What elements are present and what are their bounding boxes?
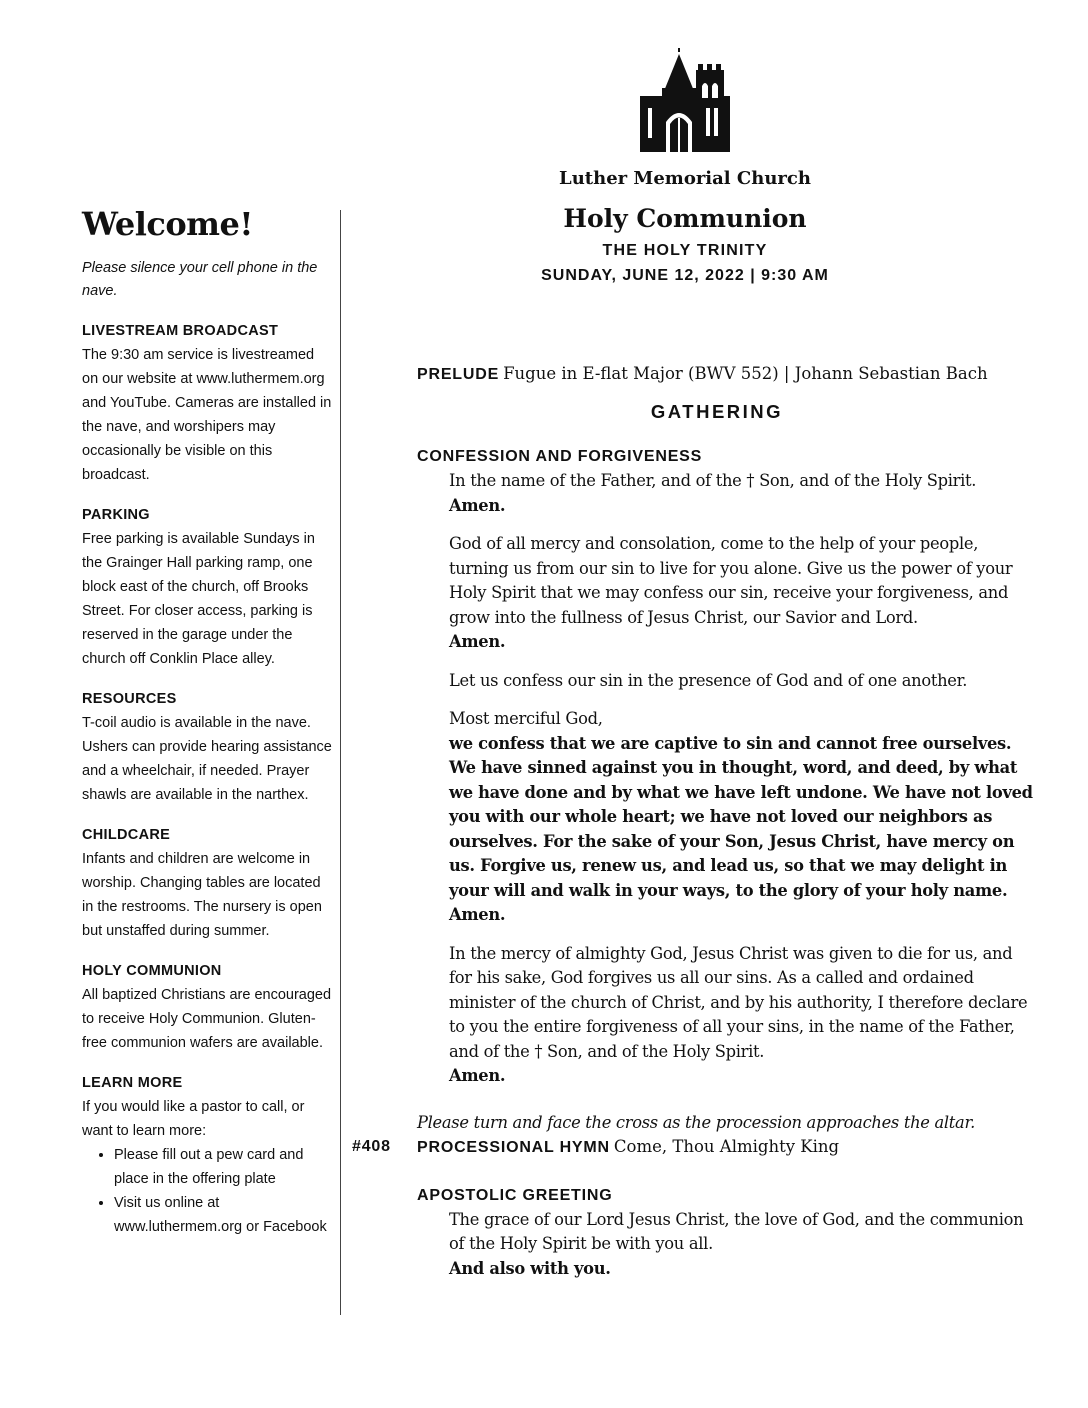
prelude-label: PRELUDE bbox=[417, 366, 500, 383]
parking-section bbox=[82, 503, 332, 671]
section-title-gathering: GATHERING bbox=[650, 401, 784, 422]
invocation-paragraph bbox=[449, 469, 1037, 518]
hymn-title: Come, Thou Almighty King bbox=[613, 1136, 840, 1156]
greeting-response: And also with you. bbox=[449, 1258, 611, 1278]
hymn-label: PROCESSIONAL HYMN bbox=[417, 1138, 610, 1156]
confession-heading: CONFESSION AND FORGIVENESS bbox=[417, 448, 703, 465]
invitation-paragraph bbox=[449, 669, 1037, 694]
silence-note: Please silence your cell phone in the nave. bbox=[82, 260, 318, 299]
section-body: Free parking is available Sundays in the Grainger Hall parking ramp, one block east of the church, off Brooks Street. For closer access, parking is reserved in the garage under the church off Conklin Place alley. bbox=[82, 531, 315, 667]
confession-opening: Most merciful God, bbox=[449, 709, 603, 728]
invocation-text: In the name of the Father, and of the † Son, and of the Holy Spirit. bbox=[449, 471, 977, 490]
prayer-text: God of all mercy and consolation, come to the help of your people, turning us from our sin to live for you alone. Give us the power of your Holy Spirit that we may confess our sin, receive your forgiveness, and grow into the fullness of Jesus Christ, our Savior and Lord. bbox=[449, 534, 1013, 627]
section-body: T-coil audio is available in the nave. Ushers can provide hearing assistance and a wheelchair, if needed. Prayer shawls are available in the narthex. bbox=[82, 715, 332, 803]
learn-more-list bbox=[82, 1143, 332, 1239]
section-heading: RESOURCES bbox=[82, 691, 177, 707]
section-heading: CHILDCARE bbox=[82, 827, 171, 843]
invitation-text: Let us confess our sin in the presence of God and of one another. bbox=[449, 670, 968, 690]
absolution-text: In the mercy of almighty God, Jesus Christ was given to die for us, and for his sake, God forgives us all our sins. As a called and ordained minister of the church of Christ, and by his authority, I therefore declare to you the entire forgiveness of all your sins, in the name of the Father, and of the † Son, and of the Holy Spirit. bbox=[449, 943, 1028, 1061]
confession-body: we confess that we are captive to sin and cannot free ourselves. We have sinned against you in thought, word, and deed, by what we have done and by what we have left undone. We have not loved you with our whole heart; we have not loved our neighbors as ourselves. For the sake of your Son, Jesus Christ, have mercy on us. Forgive us, renew us, and lead us, so that we may delight in your will and walk in your ways, to the glory of your holy name. bbox=[449, 733, 1033, 900]
section-heading: HOLY COMMUNION bbox=[82, 963, 222, 979]
welcome-title: Welcome! bbox=[82, 205, 253, 243]
greeting-heading: APOSTOLIC GREETING bbox=[417, 1186, 613, 1204]
hymn-number: #408 bbox=[352, 1137, 391, 1155]
prayer-paragraph bbox=[449, 532, 1037, 655]
amen-response: Amen. bbox=[449, 905, 506, 924]
section-heading: PARKING bbox=[82, 507, 150, 523]
holy-communion-section bbox=[82, 959, 332, 1055]
liturgy-column bbox=[352, 362, 1037, 1281]
processional-hymn-row bbox=[352, 1135, 1037, 1160]
confession-paragraph bbox=[449, 707, 1037, 928]
prelude-text: Fugue in E-flat Major (BWV 552) | Johann Sebastian Bach bbox=[503, 364, 988, 383]
greeting-paragraph bbox=[449, 1208, 1037, 1282]
amen-response: Amen. bbox=[449, 632, 506, 651]
greeting-text: The grace of our Lord Jesus Christ, the love of God, and the communion of the Holy Spirit be with you all. bbox=[449, 1209, 1024, 1253]
welcome-sidebar bbox=[82, 205, 332, 1255]
section-heading: LIVESTREAM BROADCAST bbox=[82, 323, 279, 339]
section-body: All baptized Christians are encouraged to receive Holy Communion. Gluten-free communion wafers are available. bbox=[82, 987, 332, 1051]
amen-response: Amen. bbox=[449, 1066, 506, 1085]
service-date: SUNDAY, JUNE 12, 2022 | 9:30 AM bbox=[541, 267, 829, 284]
church-name: Luther Memorial Church bbox=[559, 168, 811, 189]
list-item: • Please fill out a pew card and place in the offering plate bbox=[114, 1143, 332, 1191]
church-building-icon bbox=[640, 48, 730, 152]
livestream-section bbox=[82, 319, 332, 487]
section-body: If you would like a pastor to call, or want to learn more: bbox=[82, 1099, 305, 1139]
section-heading: LEARN MORE bbox=[82, 1075, 183, 1091]
section-body: Infants and children are welcome in worship. Changing tables are located in the restrooms. The nursery is open but unstaffed during summer. bbox=[82, 851, 322, 939]
procession-rubric: Please turn and face the cross as the procession approaches the altar. bbox=[417, 1112, 976, 1132]
resources-section bbox=[82, 687, 332, 807]
list-item: • Visit us online at www.luthermem.org or Facebook bbox=[114, 1191, 332, 1239]
liturgical-day: THE HOLY TRINITY bbox=[602, 242, 768, 259]
childcare-section bbox=[82, 823, 332, 943]
column-divider bbox=[340, 210, 341, 1315]
absolution-paragraph bbox=[449, 942, 1037, 1089]
learn-more-section bbox=[82, 1071, 332, 1239]
amen-response: Amen. bbox=[449, 495, 506, 515]
prelude-row bbox=[417, 362, 1037, 387]
service-title: Holy Communion bbox=[563, 204, 807, 233]
section-body: The 9:30 am service is livestreamed on our website at www.luthermem.org and YouTube. Cameras are installed in the nave, and worshipers may occasionally be visible on this broadcast. bbox=[82, 347, 332, 483]
